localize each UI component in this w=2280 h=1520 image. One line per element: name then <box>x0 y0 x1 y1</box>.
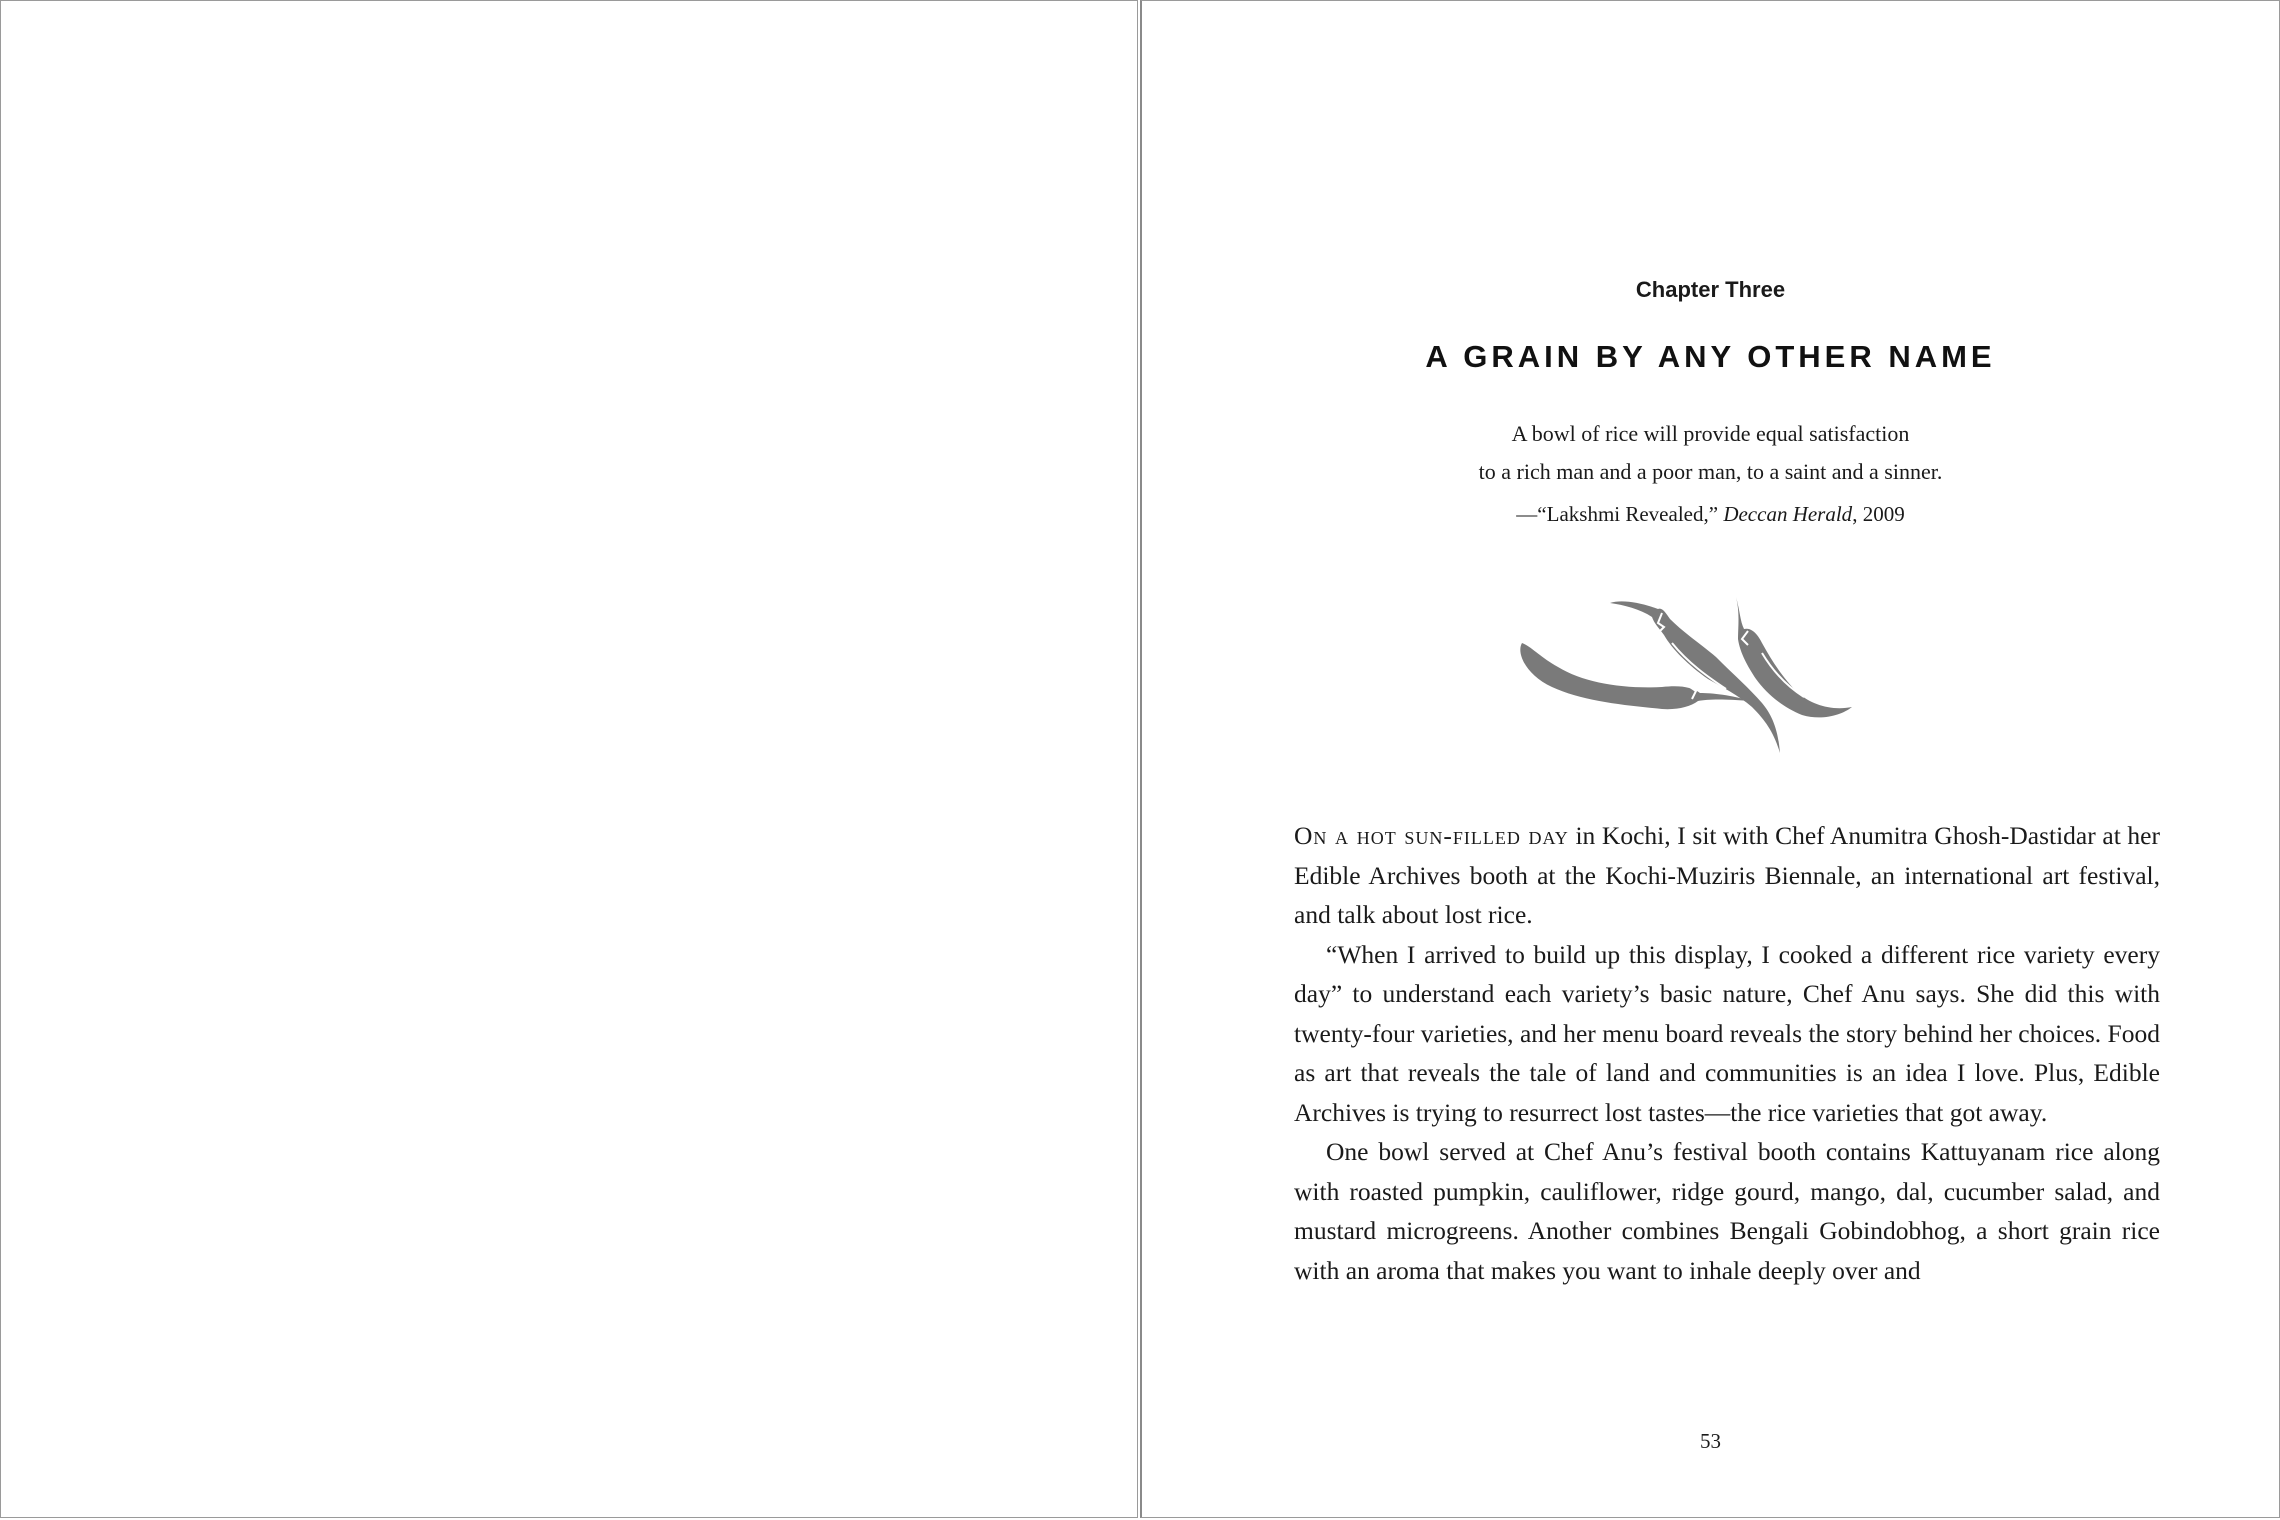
chapter-title: A GRAIN BY ANY OTHER NAME <box>1425 339 1996 374</box>
epigraph-line-1: A bowl of rice will provide equal satisfaction <box>1511 421 1910 446</box>
left-page-blank <box>0 0 1138 1518</box>
chili-peppers-illustration <box>1512 583 1852 763</box>
attribution-source: Deccan Herald <box>1723 502 1853 526</box>
chili-pepper-middle <box>1610 601 1780 753</box>
epigraph-attribution <box>1142 495 2279 533</box>
page-number: 53 <box>1700 1429 1721 1453</box>
body-text <box>1294 816 2160 1290</box>
lead-in: On a hot sun-filled day <box>1294 821 1569 850</box>
epigraph <box>1142 415 2279 533</box>
paragraph-3: One bowl served at Chef Anu’s festival booth contains Kattuyanam rice along with roasted pumpkin, cauliflower, ridge gourd, mango, dal, cucumber salad, and mustard microgreens. Another combines Bengali Gobindobhog, a short grain rice with an aroma that makes you want to inhale deeply over and <box>1294 1137 2160 1285</box>
paragraph-1-text: in Kochi, I sit with Chef Anumitra Ghosh-Dastidar at her Edible Archives booth at the Kochi-Muziris Biennale, an international art festival, and talk about lost rice. <box>1294 821 2160 929</box>
attribution-prefix: —“Lakshmi Revealed,” <box>1516 502 1724 526</box>
right-page <box>1140 0 2280 1518</box>
paragraph-2: “When I arrived to build up this display, I cooked a different rice variety every day” to understand each variety’s basic nature, Chef Anu says. She did this with twenty-four varieties, and her menu board reveals the story behind her choices. Food as art that reveals the tale of land and communities is an idea I love. Plus, Edible Archives is trying to resurrect lost tastes—the rice varieties that got away. <box>1294 939 2160 1127</box>
attribution-suffix: , 2009 <box>1852 502 1905 526</box>
paragraph-1 <box>1294 816 2160 935</box>
chapter-label: Chapter Three <box>1635 277 1786 302</box>
epigraph-line-2: to a rich man and a poor man, to a saint and a sinner. <box>1478 459 1943 484</box>
